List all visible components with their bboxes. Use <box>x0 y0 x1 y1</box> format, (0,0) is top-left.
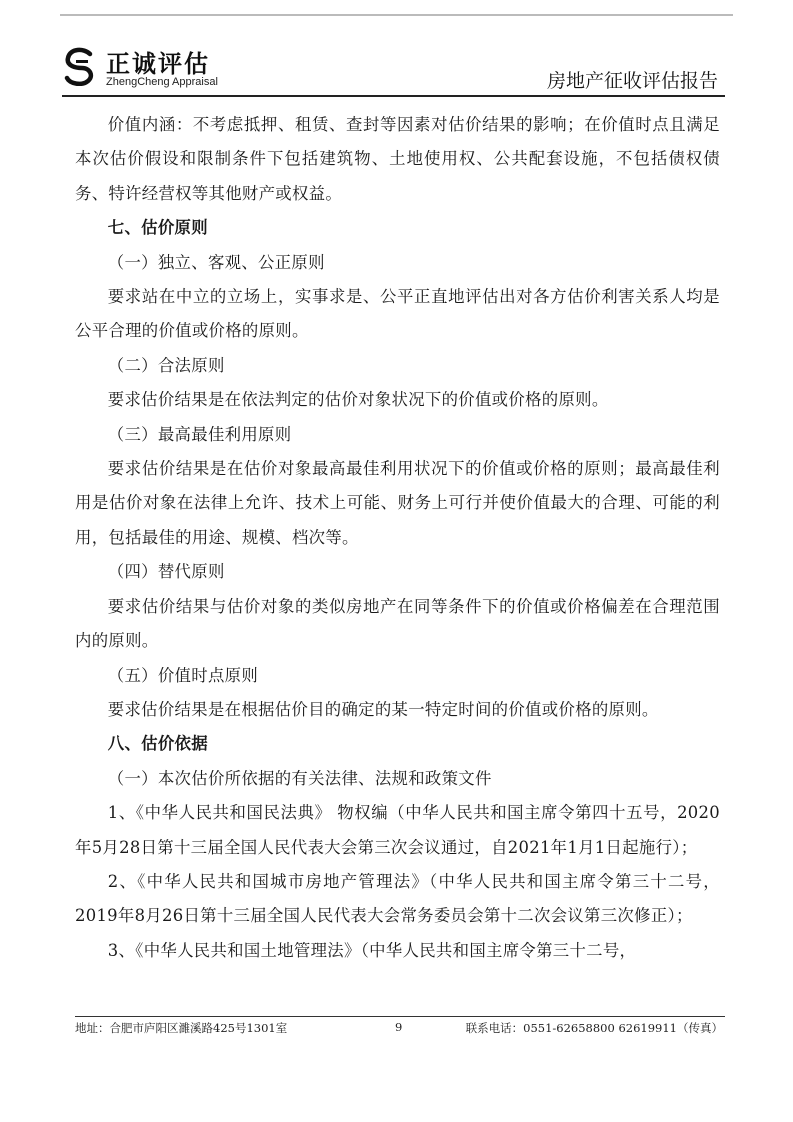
top-edge-line <box>60 14 733 16</box>
paragraph-value-date-principle: 要求估价结果是在根据估价目的确定的某一特定时间的价值或价格的原则。 <box>107 699 659 719</box>
subheading-independence-principle: （一）独立、客观、公正原则 <box>107 252 325 272</box>
section-heading-appraisal-basis: 八、估价依据 <box>107 734 208 754</box>
footer-phone: 联系电话：0551-62658800 62619911（传真） <box>465 1021 723 1035</box>
paragraph-land-administration-law: 3、《中华人民共和国土地管理法》（中华人民共和国主席令第三十二号， <box>107 940 637 960</box>
subheading-laws-and-policies: （一）本次估价所依据的有关法律、法规和政策文件 <box>107 768 492 788</box>
logo-chinese-text: 正诚评估 <box>106 50 210 78</box>
report-title: 房地产征收评估报告 <box>546 70 718 92</box>
subheading-highest-best-use-principle: （三）最高最佳利用原则 <box>107 424 292 444</box>
paragraph-highest-best-use-principle: 要求估价结果是在估价对象最高最佳利用状况下的价值或价格的原则；最高最佳利用是估价对象在法律上允许、技术上可能、财务上可行并使价值最大的合理、可能的利用，包括最佳的用途、规模、档次等。 <box>75 459 720 547</box>
paragraph-urban-real-estate-law: 2、《中华人民共和国城市房地产管理法》（中华人民共和国主席令第三十二号，2019年8月26日第十三届全国人民代表大会常务委员会第十二次会议第三次修正）； <box>75 871 720 926</box>
company-logo <box>62 44 272 94</box>
paragraph-value-definition: 价值内涵：不考虑抵押、租赁、查封等因素对估价结果的影响；在价值时点且满足本次估价假设和限制条件下包括建筑物、土地使用权、公共配套设施，不包括债权债务、特许经营权等其他财产或权益。 <box>75 115 720 203</box>
paragraph-independence-principle: 要求站在中立的立场上，实事求是、公平正直地评估出对各方估价利害关系人均是公平合理的价值或价格的原则。 <box>75 287 720 341</box>
header-divider <box>62 95 725 97</box>
logo-mark-icon <box>62 46 98 86</box>
paragraph-substitution-principle: 要求估价结果与估价对象的类似房地产在同等条件下的价值或价格偏差在合理范围内的原则。 <box>75 596 720 651</box>
paragraph-legality-principle: 要求估价结果是在依法判定的估价对象状况下的价值或价格的原则。 <box>107 390 609 410</box>
footer-address: 地址：合肥市庐阳区濉溪路425号1301室 <box>75 1021 288 1035</box>
section-heading-appraisal-principles: 七、估价原则 <box>107 218 208 238</box>
logo-english-text: ZhengCheng Appraisal <box>106 76 218 88</box>
page-number: 9 <box>395 1020 403 1034</box>
document-body <box>75 108 720 968</box>
subheading-legality-principle: （二）合法原则 <box>107 355 225 375</box>
paragraph-civil-code: 1、《中华人民共和国民法典》 物权编（中华人民共和国主席令第四十五号，2020年5月28日第十三届全国人民代表大会第三次会议通过，自2021年1月1日起施行）； <box>75 803 720 857</box>
subheading-substitution-principle: （四）替代原则 <box>107 562 225 582</box>
subheading-value-date-principle: （五）价值时点原则 <box>107 665 259 685</box>
footer-divider <box>75 1016 725 1017</box>
